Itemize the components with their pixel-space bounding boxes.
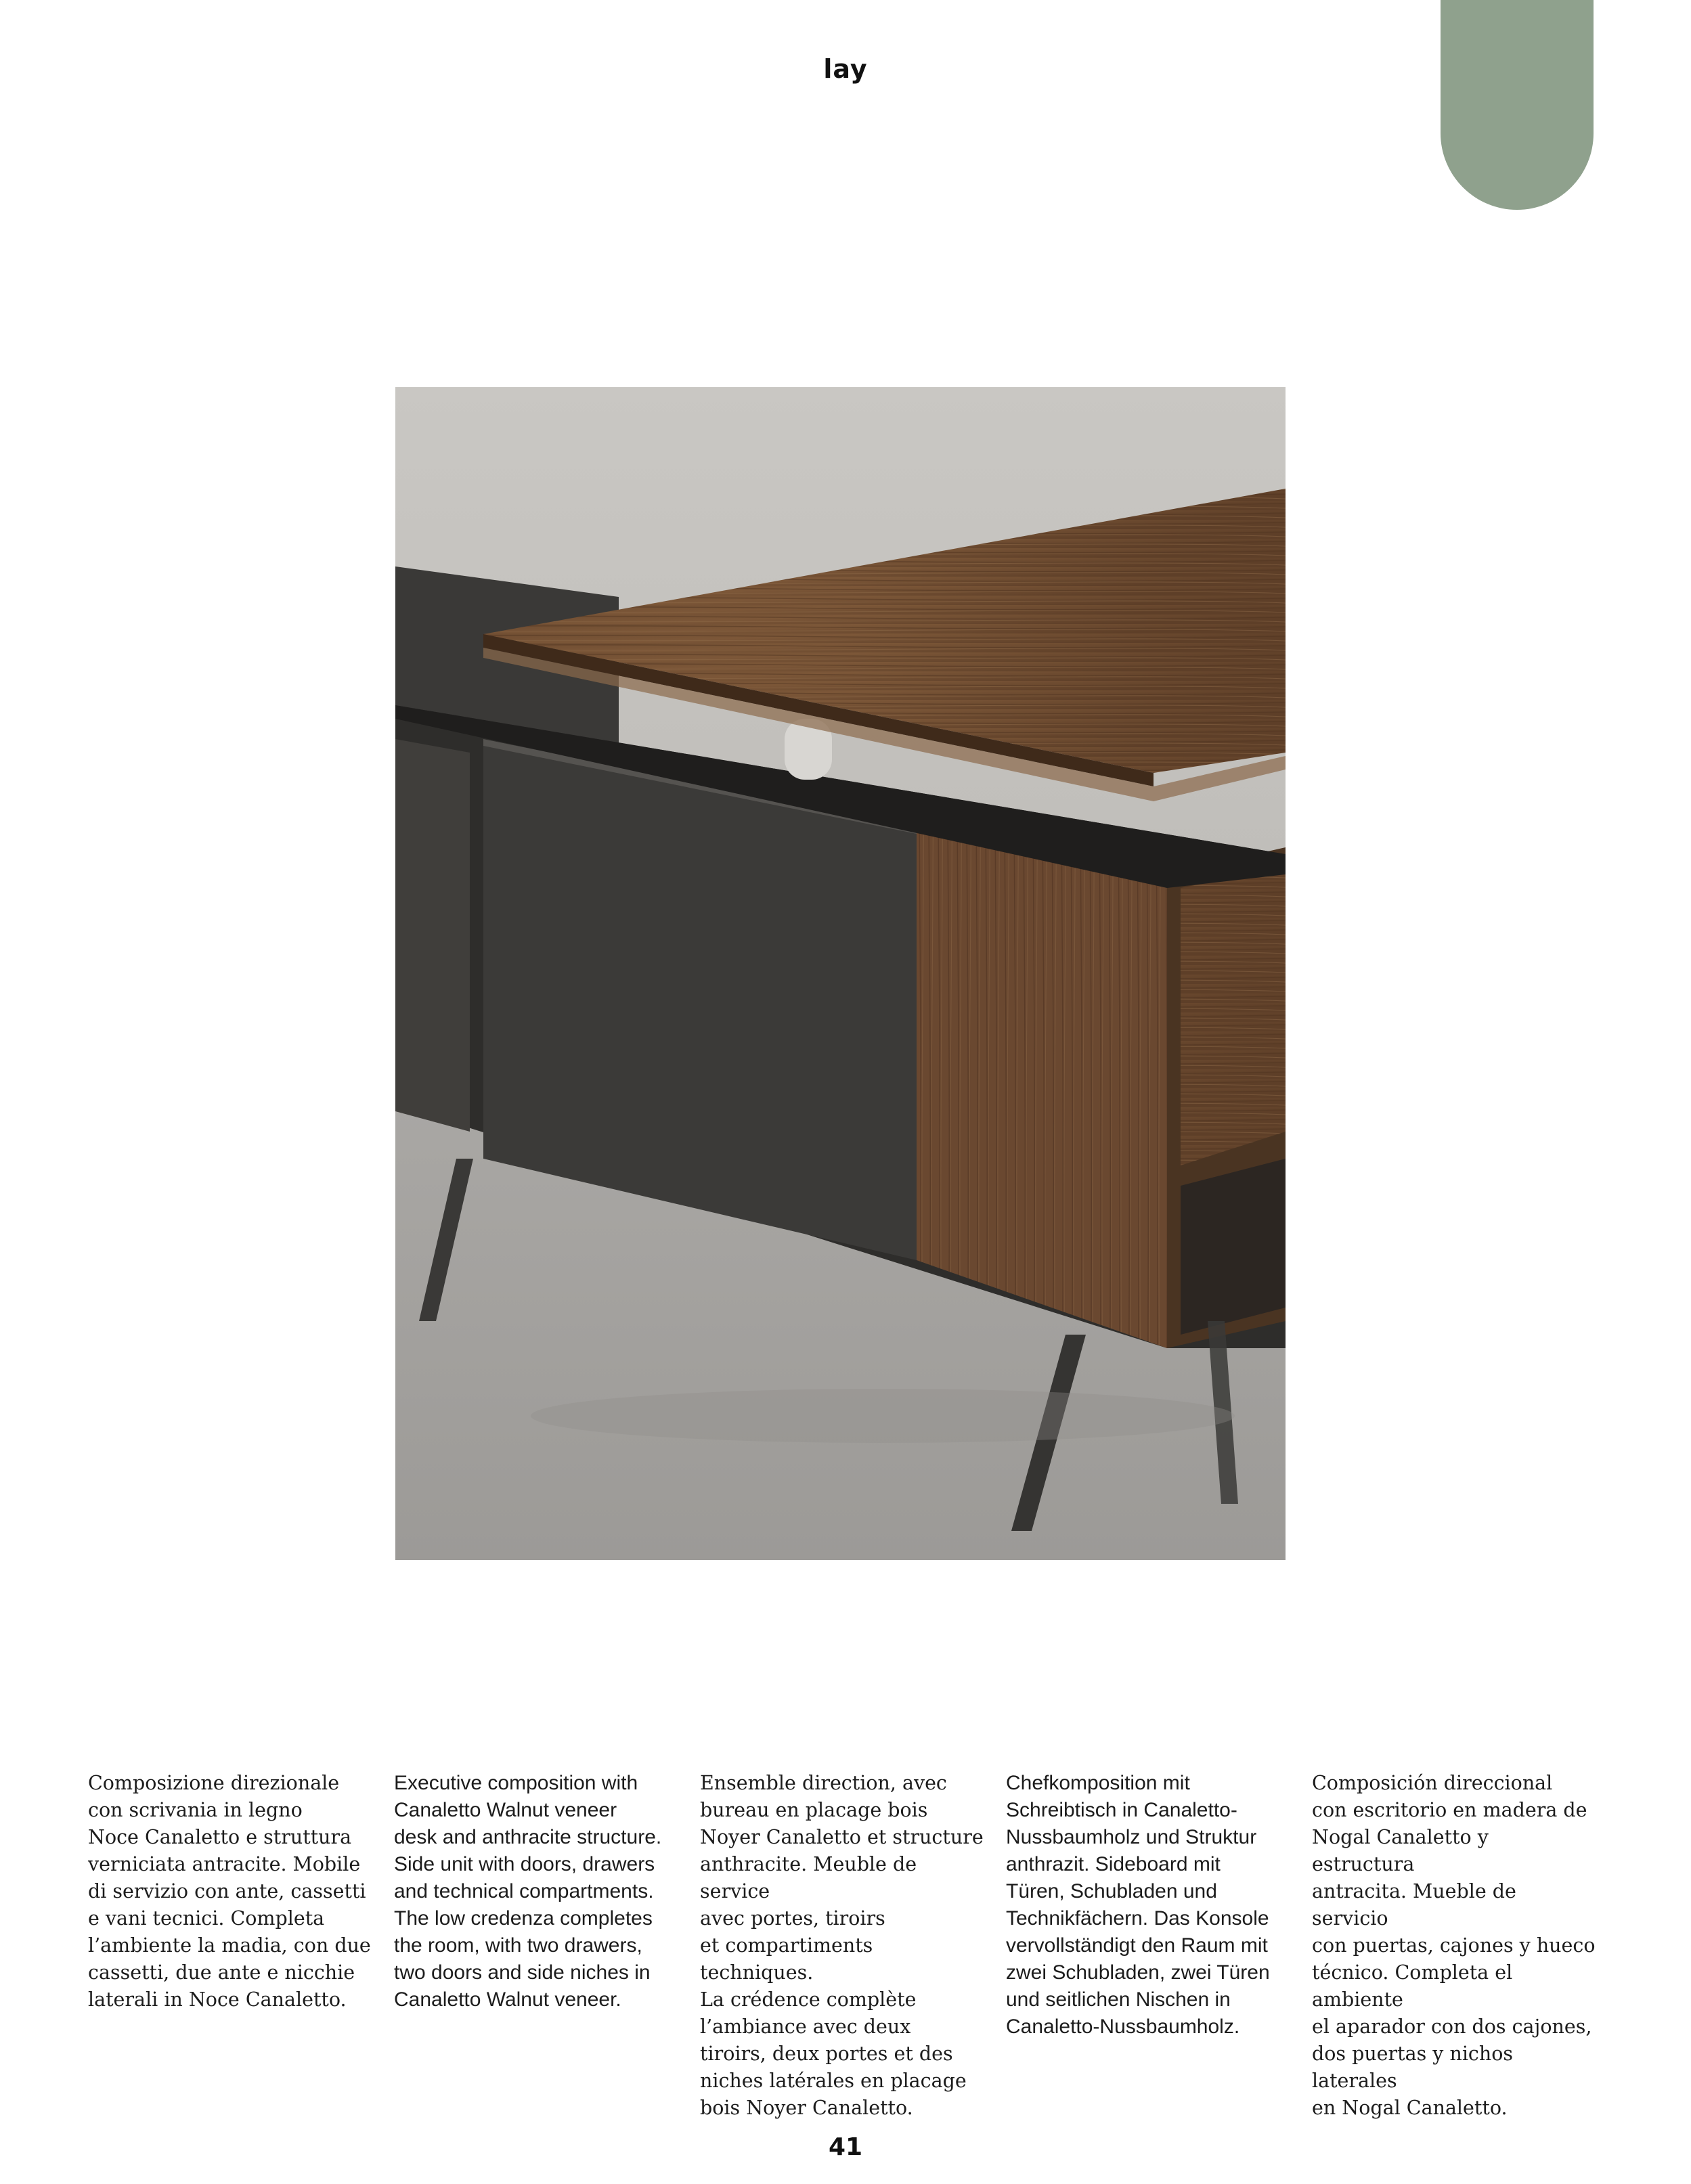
section-tab-marker <box>1441 0 1594 210</box>
desk-photo <box>395 387 1286 1560</box>
description-english: Executive composition with Canaletto Walnut veneer desk and anthracite structure. Side unit with doors, drawers and technical compartments. The low credenza completes the room, with two drawers, two doors and side niches in Canaletto Walnut veneer. <box>394 1772 662 2011</box>
description-german: Chefkomposition mit Schreibtisch in Canaletto- Nussbaumholz und Struktur anthrazit. Sideboard mit Türen, Schubladen und Technikfächern. Das Konsole vervollständigt den Raum mit zwei Schubladen, zwei Türen und seitlichen Nischen in Canaletto-Nussbaumholz. <box>1006 1772 1270 2038</box>
page-number: 41 <box>828 2133 863 2161</box>
description-spanish: Composición direccional con escritorio en madera de Nogal Canaletto y estructura antracita. Mueble de servicio con puertas, cajones y hueco técnico. Completa el ambiente el aparador con dos cajones, dos puertas y nichos laterales en Nogal Canaletto. <box>1312 1772 1596 2119</box>
page-header-title: lay <box>823 54 868 84</box>
description-italian: Composizione direzionale con scrivania in legno Noce Canaletto e struttura verniciata antracite. Mobile di servizio con ante, cassetti e vani tecnici. Completa l’ambiente la madia, con due cassetti, due ante e nicchie laterali in Noce Canaletto. <box>88 1772 371 2011</box>
description-french: Ensemble direction, avec bureau en placage bois Noyer Canaletto et structure anthracite. Meuble de service avec portes, tiroirs et compartiments techniques. La crédence complète l’ambiance avec deux tiroirs, deux portes et des niches latérales en placage bois Noyer Canaletto. <box>700 1772 984 2119</box>
multilingual-description <box>88 1770 1611 2119</box>
